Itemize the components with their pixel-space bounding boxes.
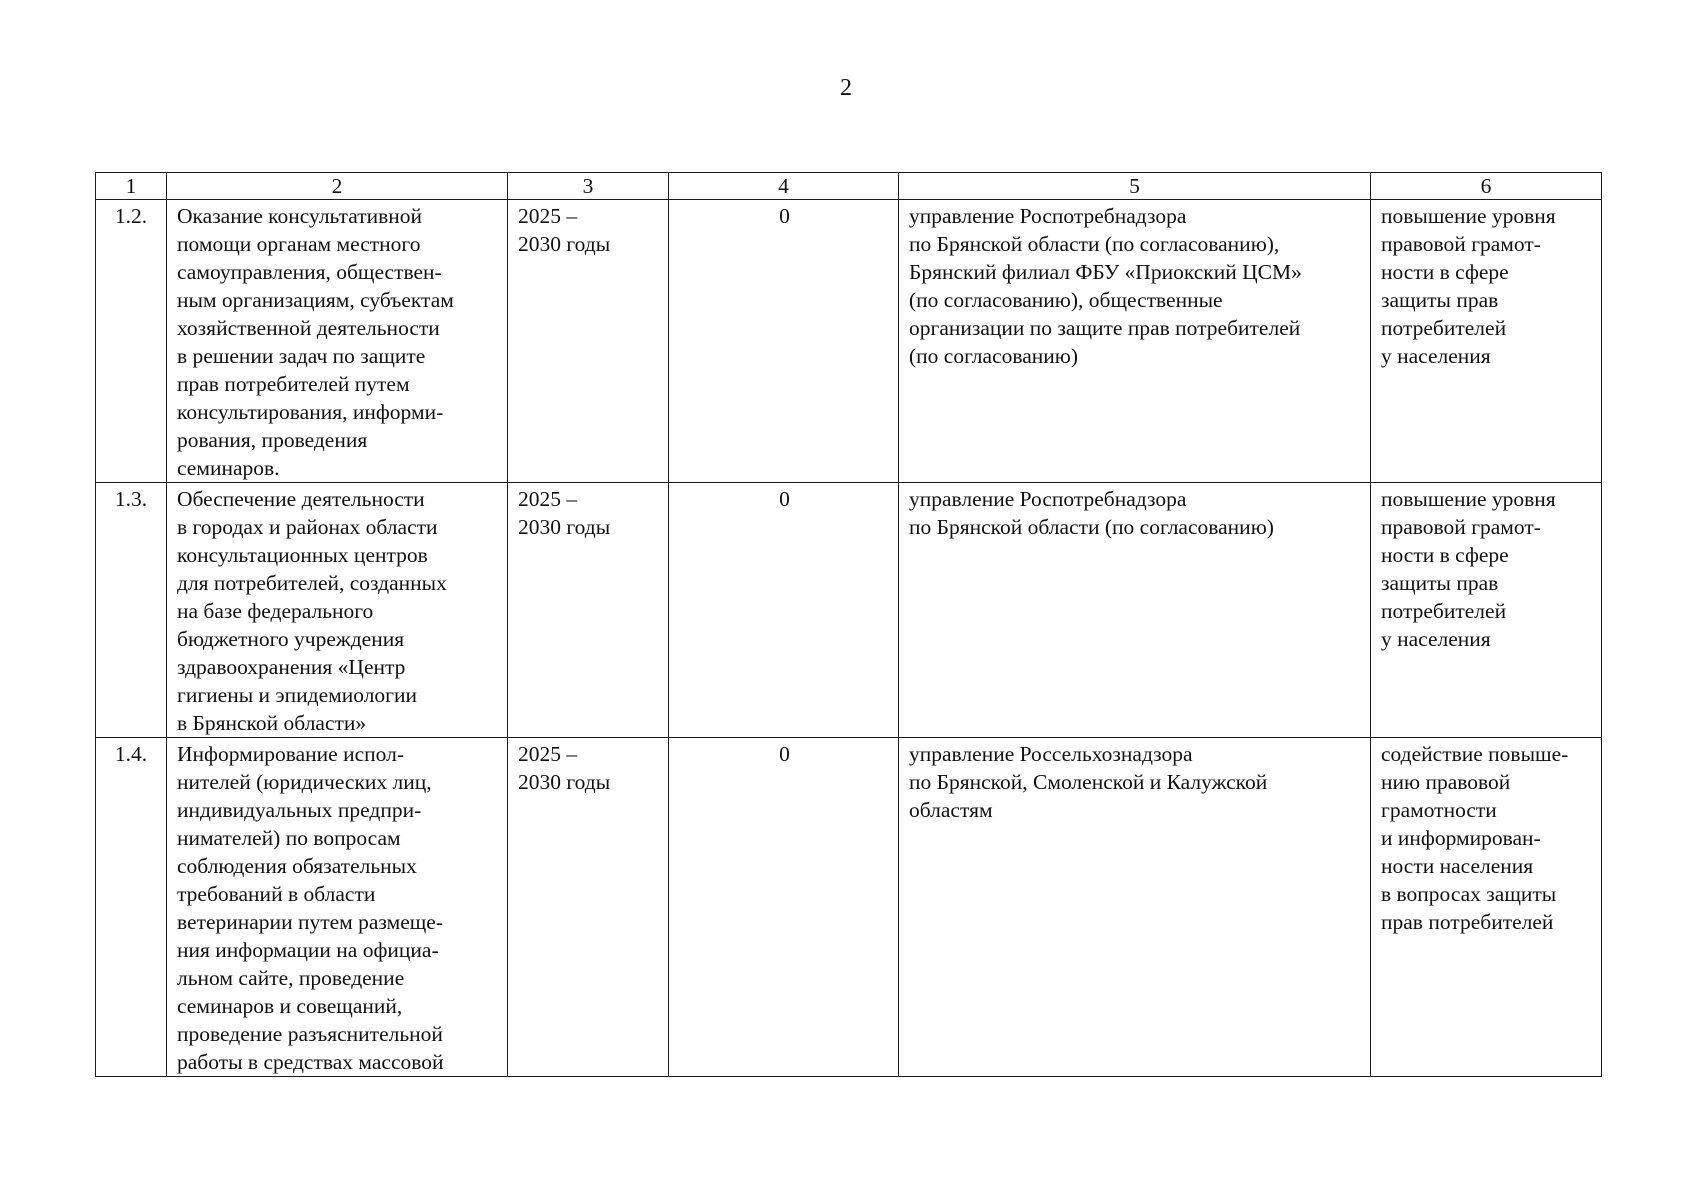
funding-amount: 0 [669, 483, 899, 738]
table-row [96, 483, 1602, 738]
row-number: 1.2. [96, 200, 167, 483]
funding-amount: 0 [669, 738, 899, 1077]
header-col-5: 5 [899, 173, 1371, 200]
period-text: 2025 – 2030 годы [508, 200, 669, 483]
measures-table [95, 172, 1602, 1077]
row-number: 1.4. [96, 738, 167, 1077]
row-number: 1.3. [96, 483, 167, 738]
header-col-4: 4 [669, 173, 899, 200]
measure-text: Оказание консультативной помощи органам местного самоуправления, обществен- ным организациям, субъектам хозяйственной деятельности в решении задач по защите прав потребителей путем консультирования, информи- рования, проведения семинаров. [167, 200, 508, 483]
header-col-1: 1 [96, 173, 167, 200]
period-text: 2025 – 2030 годы [508, 483, 669, 738]
executors-text: управление Роспотребнадзора по Брянской области (по согласованию), Брянский филиал ФБУ «Приокский ЦСМ» (по согласованию), общественные организации по защите прав потребителей (по согласованию) [899, 200, 1371, 483]
measure-text: Обеспечение деятельности в городах и районах области консультационных центров для потребителей, созданных на базе федерального бюджетного учреждения здравоохранения «Центр гигиены и эпидемиологии в Брянской области» [167, 483, 508, 738]
result-text: повышение уровня правовой грамот- ности в сфере защиты прав потребителей у населения [1371, 483, 1602, 738]
table-row [96, 738, 1602, 1077]
result-text: повышение уровня правовой грамот- ности в сфере защиты прав потребителей у населения [1371, 200, 1602, 483]
header-col-3: 3 [508, 173, 669, 200]
table-header-row [96, 173, 1602, 200]
executors-text: управление Россельхознадзора по Брянской, Смоленской и Калужской областям [899, 738, 1371, 1077]
header-col-6: 6 [1371, 173, 1602, 200]
page-number: 2 [840, 75, 852, 101]
table-row [96, 200, 1602, 483]
period-text: 2025 – 2030 годы [508, 738, 669, 1077]
result-text: содействие повыше- нию правовой грамотности и информирован- ности населения в вопросах защиты прав потребителей [1371, 738, 1602, 1077]
measure-text: Информирование испол- нителей (юридических лиц, индивидуальных предпри- нимателей) по вопросам соблюдения обязательных требований в области ветеринарии путем размеще- ния информации на официа- льном сайте, проведение семинаров и совещаний, проведение разъяснительной работы в средствах массовой [167, 738, 508, 1077]
executors-text: управление Роспотребнадзора по Брянской области (по согласованию) [899, 483, 1371, 738]
header-col-2: 2 [167, 173, 508, 200]
funding-amount: 0 [669, 200, 899, 483]
